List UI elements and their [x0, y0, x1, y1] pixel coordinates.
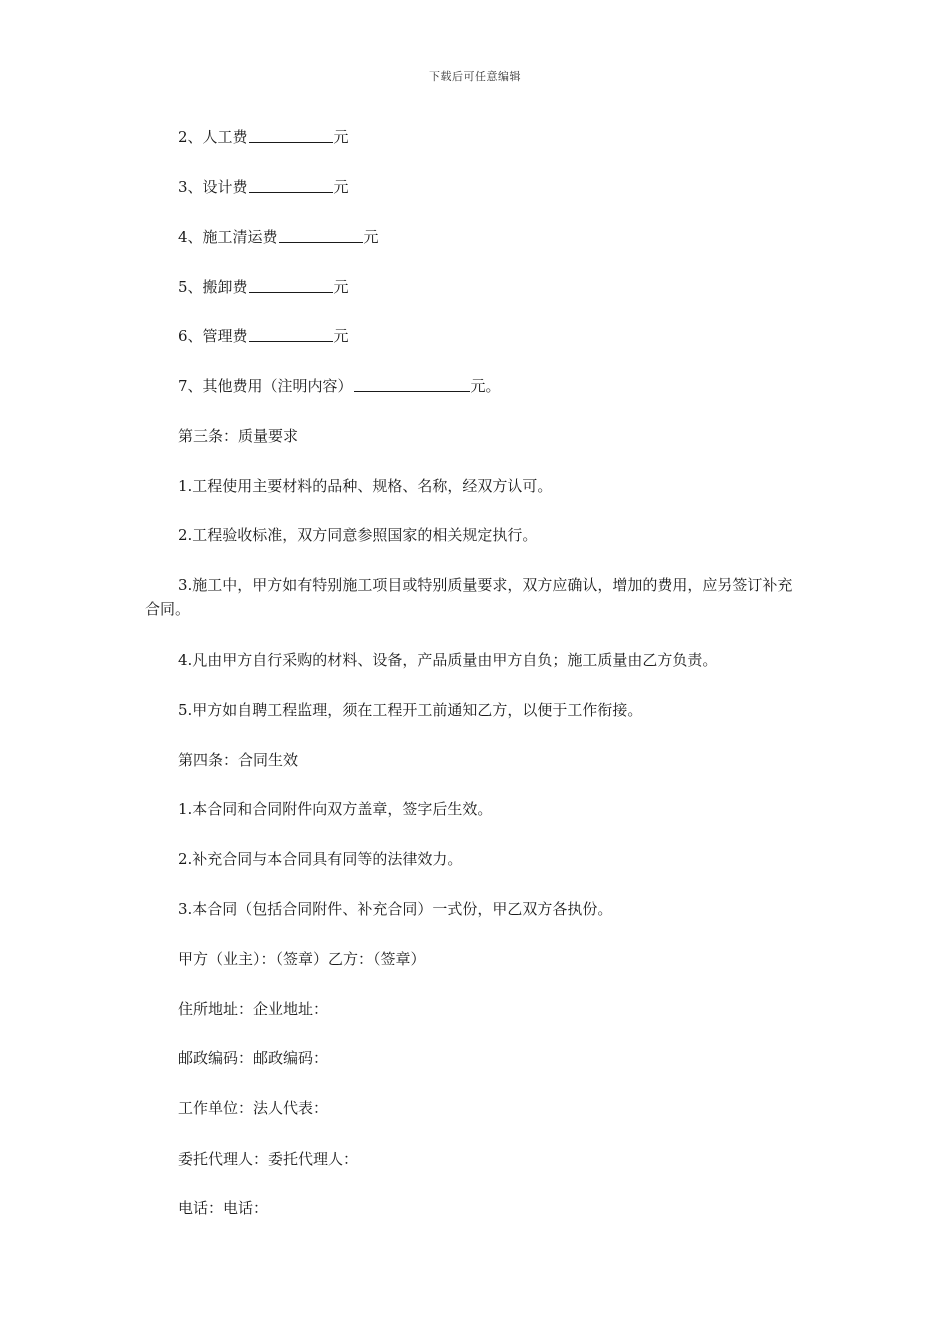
fill-in-blank — [249, 126, 333, 143]
fee-line-other — [145, 374, 838, 398]
fee-unit: 元 — [333, 128, 349, 146]
fee-unit: 元 — [333, 178, 349, 196]
signature-parties: 甲方（业主）：（签章）乙方：（签章） — [178, 950, 426, 968]
fee-line-design — [145, 175, 838, 199]
page-header: 下载后可任意编辑 — [429, 70, 521, 83]
fee-unit: 元 — [363, 228, 379, 246]
clause-item: 3.本合同（包括合同附件、补充合同）一式份，甲乙双方各执份。 — [178, 900, 613, 918]
fee-unit: 元 — [333, 278, 349, 296]
fee-line-management — [145, 324, 838, 348]
fill-in-blank — [249, 176, 333, 193]
signature-postcode: 邮政编码：邮政编码： — [178, 1049, 329, 1067]
signature-agent: 委托代理人：委托代理人： — [178, 1150, 359, 1168]
clause-item: 5.甲方如自聘工程监理，须在工程开工前通知乙方，以便于工作衔接。 — [178, 701, 643, 719]
clause-item: 4.凡由甲方自行采购的材料、设备，产品质量由甲方自负；施工质量由乙方负责。 — [178, 651, 718, 669]
signature-work-unit: 工作单位：法人代表： — [178, 1099, 329, 1117]
signature-address: 住所地址：企业地址： — [178, 1000, 329, 1018]
signature-phone: 电话：电话： — [178, 1199, 269, 1217]
fee-label: 3、设计费 — [178, 178, 248, 196]
clause-item: 1.本合同和合同附件向双方盖章，签字后生效。 — [178, 800, 493, 818]
fee-line-handling — [145, 275, 838, 299]
fill-in-blank — [279, 226, 363, 243]
clause-item: 3.施工中，甲方如有特别施工项目或特别质量要求，双方应确认，增加的费用，应另签订补充合同。 — [145, 576, 793, 618]
fee-line-labor — [145, 125, 838, 149]
fee-line-cleanup — [145, 225, 838, 249]
fee-label: 6、管理费 — [178, 327, 248, 345]
fee-label: 4、施工清运费 — [178, 228, 278, 246]
section-title: 第四条：合同生效 — [178, 751, 299, 769]
fee-label: 2、人工费 — [178, 128, 248, 146]
fill-in-blank — [354, 375, 470, 392]
fill-in-blank — [249, 276, 333, 293]
fee-label: 5、搬卸费 — [178, 278, 248, 296]
fee-unit: 元 — [333, 327, 349, 345]
fee-label: 7、其他费用（注明内容） — [178, 377, 353, 395]
section-title: 第三条：质量要求 — [178, 427, 299, 445]
clause-item: 2.工程验收标准，双方同意参照国家的相关规定执行。 — [178, 526, 538, 544]
fee-unit: 元。 — [470, 377, 501, 395]
clause-item: 2.补充合同与本合同具有同等的法律效力。 — [178, 850, 463, 868]
fill-in-blank — [249, 325, 333, 342]
clause-item: 1.工程使用主要材料的品种、规格、名称，经双方认可。 — [178, 477, 553, 495]
